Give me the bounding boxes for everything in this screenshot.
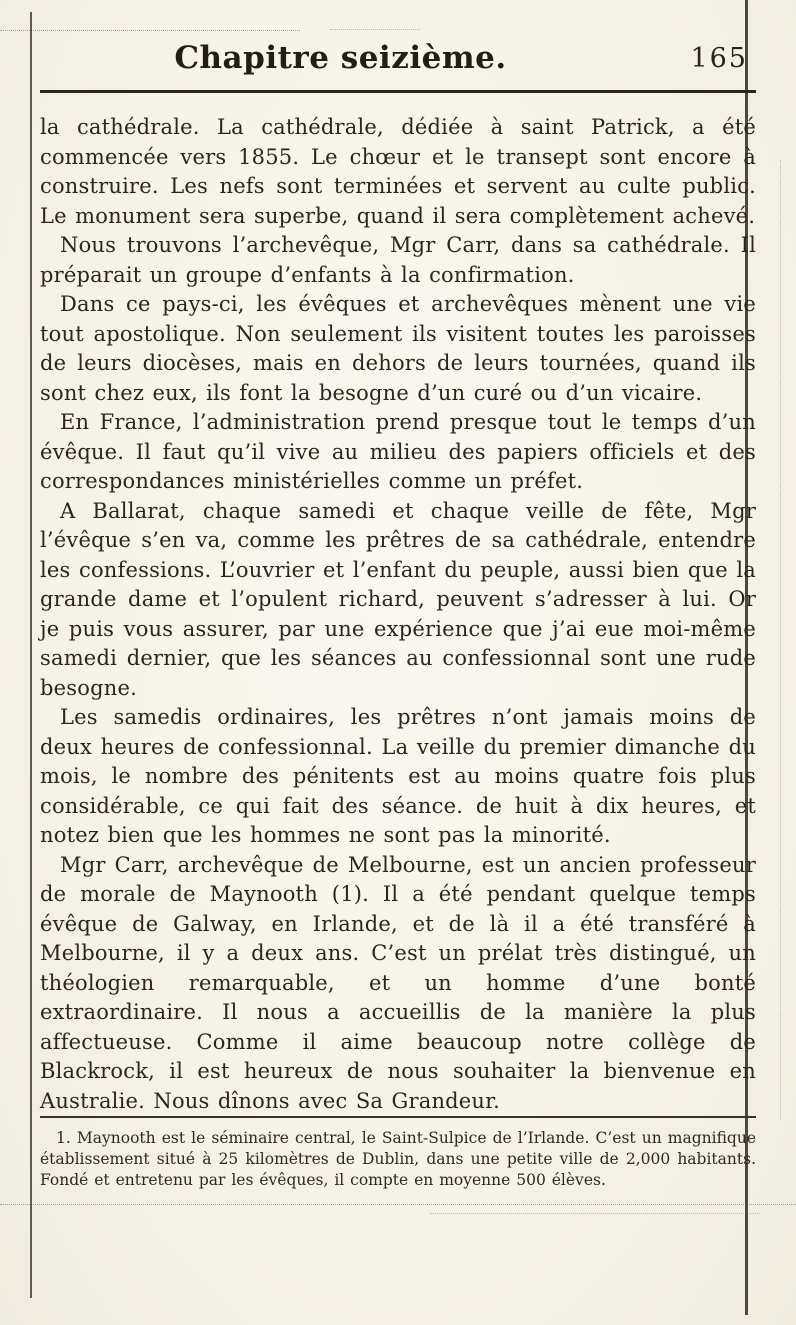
paragraph: Dans ce pays-ci, les évêques et archevêques mènent une vie tout apostolique. Non seulement ils visitent toutes les paroisses de leurs diocèses, mais en dehors de leurs tournées, quand ils sont chez eux, ils font la besogne d’un curé ou d’un vicaire. bbox=[40, 292, 756, 405]
chapter-title: Chapitre seizième. bbox=[174, 40, 507, 76]
scan-artifact-top bbox=[0, 30, 300, 31]
scan-artifact-bottom bbox=[0, 1204, 796, 1205]
body-text bbox=[40, 113, 756, 1116]
paragraph: la cathédrale. La cathédrale, dédiée à saint Patrick, a été commencée vers 1855. Le chœur et le transept sont encore à construire. Les nefs sont terminées et servent au culte public. Le monument sera superbe, quand il sera complètement achevé. bbox=[40, 115, 756, 228]
scan-artifact-right-dots bbox=[780, 160, 781, 1120]
page-header bbox=[40, 40, 756, 86]
page-left-edge-line bbox=[30, 12, 32, 1298]
page-number: 165 bbox=[690, 43, 748, 74]
scan-artifact-top-2 bbox=[330, 29, 420, 30]
paragraph: Les samedis ordinaires, les prêtres n’ont jamais moins de deux heures de confessionnal. La veille du premier dimanche du mois, le nombre des pénitents est au moins quatre fois plus considérable, ce qui fait des séance. de huit à dix heures, et notez bien que les hommes ne sont pas la minorité. bbox=[40, 705, 756, 847]
footnote-rule bbox=[40, 1116, 756, 1118]
header-rule bbox=[40, 90, 756, 93]
page-content bbox=[40, 40, 756, 1116]
paragraph: Nous trouvons l’archevêque, Mgr Carr, dans sa cathédrale. Il préparait un groupe d’enfants à la confirmation. bbox=[40, 233, 756, 287]
footnote-block bbox=[40, 1116, 756, 1191]
footnote-text: 1. Maynooth est le séminaire central, le Saint-Sulpice de l’Irlande. C’est un magnifique établissement situé à 25 kilomètres de Dublin, dans une petite ville de 2,000 habitants. Fondé et entretenu par les évêques, il compte en moyenne 500 élèves. bbox=[40, 1129, 756, 1189]
paragraph: Mgr Carr, archevêque de Melbourne, est un ancien professeur de morale de Maynooth (1). Il a été pendant quelque temps évêque de Galway, en Irlande, et de là il a été transféré à Melbourne, il y a deux ans. C’est un prélat très distingué, un théologien remarquable, et un homme d’une bonté extraordinaire. Il nous a accueillis de la manière la plus affectueuse. Comme il aime beaucoup notre collège de Blackrock, il est heureux de nous souhaiter la bienvenue en Australie. Nous dînons avec Sa Grandeur. bbox=[40, 852, 756, 1113]
scan-artifact-bottom-2 bbox=[430, 1213, 760, 1214]
paragraph: A Ballarat, chaque samedi et chaque veille de fête, Mgr l’évêque s’en va, comme les prêtres de sa cathédrale, entendre les confessions. L’ouvrier et l’enfant du peuple, aussi bien que la grande dame et l’opulent richard, peuvent s’adresser à lui. Or je puis vous assurer, par une expérience que j’ai eue moi-même samedi dernier, que les séances au confessionnal sont une rude besogne. bbox=[40, 498, 756, 700]
paragraph: En France, l’administration prend presque tout le temps d’un évêque. Il faut qu’il vive au milieu des papiers officiels et des correspondances ministérielles comme un préfet. bbox=[40, 410, 756, 493]
